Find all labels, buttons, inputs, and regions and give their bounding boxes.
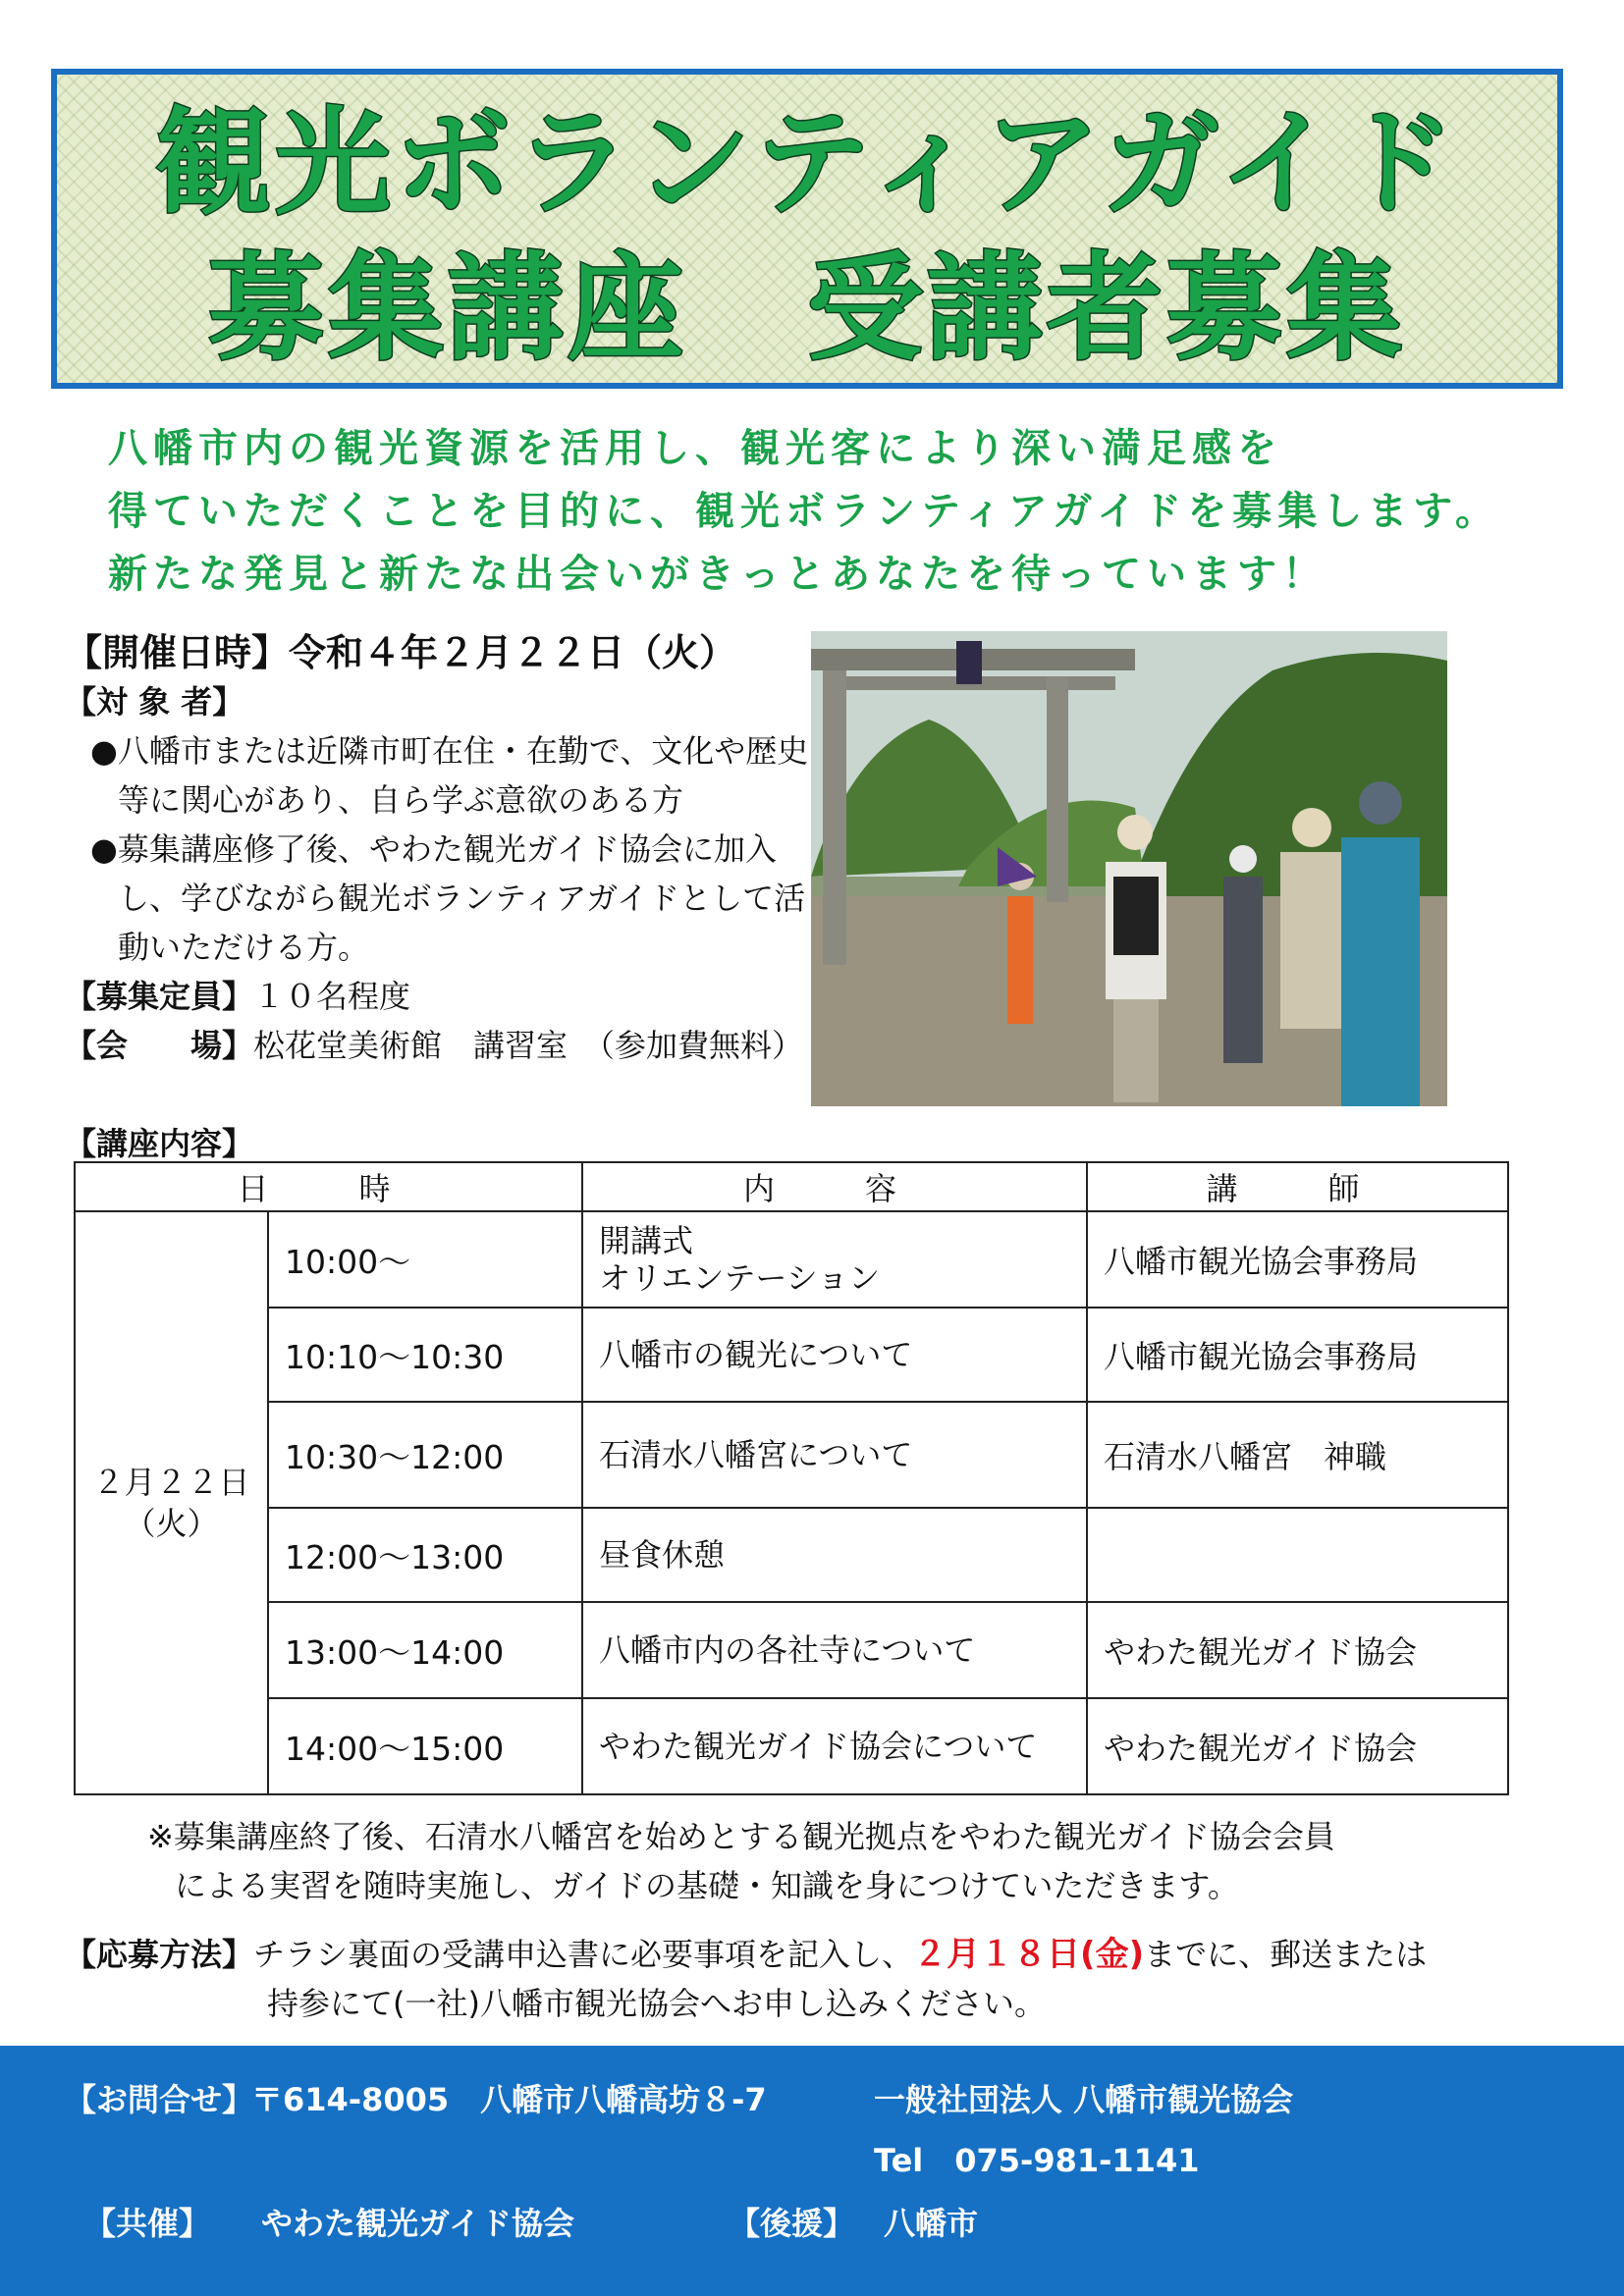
content-cell	[582, 1211, 1087, 1308]
contact-label: 【お問合せ】	[65, 2081, 254, 2118]
content-cell: 石清水八幡宮について	[582, 1402, 1087, 1508]
table-row	[75, 1402, 1508, 1508]
intro-text	[108, 417, 1532, 606]
content-text-2: オリエンテーション	[599, 1259, 881, 1297]
capacity	[65, 972, 811, 1021]
apply-label: 【応募方法】	[65, 1936, 254, 1973]
content-cell: やわた観光ガイド協会について	[582, 1698, 1087, 1794]
date-label: 【開催日時】	[65, 631, 290, 674]
support-name: 八幡市	[884, 2205, 979, 2242]
time-cell: 14:00～15:00	[268, 1698, 582, 1794]
date-text: ２月２２日	[92, 1464, 250, 1501]
target-label: 【対 象 者】	[65, 683, 244, 721]
instructor-cell: 石清水八幡宮 神職	[1087, 1402, 1508, 1508]
title-banner	[51, 69, 1563, 389]
table-header-row	[75, 1162, 1508, 1211]
header-content: 内 容	[582, 1162, 1087, 1211]
apply-text-a: チラシ裏面の受講申込書に必要事項を記入し、	[253, 1936, 914, 1973]
note-line: ※募集講座終了後、石清水八幡宮を始めとする観光拠点をやわた観光ガイド協会会員	[147, 1818, 1335, 1855]
time-cell: 12:00～13:00	[268, 1508, 582, 1602]
event-date	[65, 628, 811, 677]
application-method	[65, 1930, 1427, 2028]
time-cell: 10:00～	[268, 1211, 582, 1308]
capacity-value: １０名程度	[253, 978, 411, 1015]
content-cell: 昼食休憩	[582, 1508, 1087, 1602]
content-cell: 八幡市の観光について	[582, 1308, 1087, 1402]
venue	[65, 1021, 811, 1070]
intro-line: 八幡市内の観光資源を活用し、観光客により深い満足感を	[108, 426, 1282, 471]
table-row	[75, 1698, 1508, 1794]
guide-tour-photo	[811, 631, 1447, 1106]
apply-line	[65, 1930, 1427, 1979]
intro-line: 新たな発見と新たな出会いがきっとあなたを待っています！	[108, 552, 1327, 597]
instructor-cell: 八幡市観光協会事務局	[1087, 1211, 1508, 1308]
schedule-table	[74, 1161, 1509, 1795]
instructor-cell: やわた観光ガイド協会	[1087, 1698, 1508, 1794]
instructor-cell	[1087, 1508, 1508, 1602]
time-cell: 10:10～10:30	[268, 1308, 582, 1402]
content-text: 開講式	[599, 1222, 694, 1259]
cohost-name: やわた観光ガイド協会	[261, 2205, 575, 2242]
practice-note	[147, 1812, 1335, 1910]
venue-label: 【会 場】	[65, 1027, 254, 1064]
target-item: ●八幡市または近隣市町在住・在勤で、文化や歴史等に関心があり、自ら学ぶ意欲のある方	[90, 732, 809, 819]
support-label: 【後援】	[729, 2205, 855, 2242]
table-row	[75, 1508, 1508, 1602]
venue-value: 松花堂美術館 講習室 （参加費無料）	[253, 1027, 804, 1064]
footer-contact	[0, 2046, 1624, 2296]
date-value: 令和４年２月２２日（火）	[289, 631, 737, 674]
table-row	[75, 1602, 1508, 1698]
time-cell: 13:00～14:00	[268, 1602, 582, 1698]
date-cell	[75, 1211, 268, 1794]
capacity-label: 【募集定員】	[65, 978, 254, 1015]
intro-line: 得ていただくことを目的に、観光ボランティアガイドを募集します。	[108, 489, 1500, 534]
time-cell: 10:30～12:00	[268, 1402, 582, 1508]
schedule-section-label: 【講座内容】	[65, 1125, 254, 1162]
day-text: （火）	[124, 1505, 219, 1542]
photo-illustration	[811, 631, 1447, 1106]
contact-tel: Tel 075-981-1141	[874, 2142, 1200, 2179]
header-datetime: 日 時	[75, 1162, 582, 1211]
table-row	[75, 1308, 1508, 1402]
content-cell: 八幡市内の各社寺について	[582, 1602, 1087, 1698]
apply-text-b: までに、郵送または	[1144, 1936, 1428, 1973]
deadline-date: ２月１８日(金)	[913, 1935, 1145, 1974]
contact-org: 一般社団法人 八幡市観光協会	[874, 2081, 1294, 2118]
header-instructor: 講 師	[1087, 1162, 1508, 1211]
event-info	[65, 628, 811, 1070]
instructor-cell: やわた観光ガイド協会	[1087, 1602, 1508, 1698]
main-title: 観光ボランティアガイド	[155, 95, 1459, 231]
contact-address: 〒614-8005 八幡市八幡高坊８-7	[251, 2081, 767, 2118]
table-row	[75, 1211, 1508, 1308]
target-item: ●募集講座修了後、やわた観光ガイド協会に加入し、学びながら観光ボランティアガイドとして活動いただける方。	[90, 830, 806, 966]
instructor-cell: 八幡市観光協会事務局	[1087, 1308, 1508, 1402]
sub-title: 募集講座 受講者募集	[207, 240, 1406, 376]
apply-line-2: 持参にて(一社)八幡市観光協会へお申し込みください。	[267, 1985, 1046, 2022]
note-line: による実習を随時実施し、ガイドの基礎・知識を身につけていただきます。	[175, 1867, 1239, 1904]
cohost-label: 【共催】	[84, 2205, 211, 2242]
